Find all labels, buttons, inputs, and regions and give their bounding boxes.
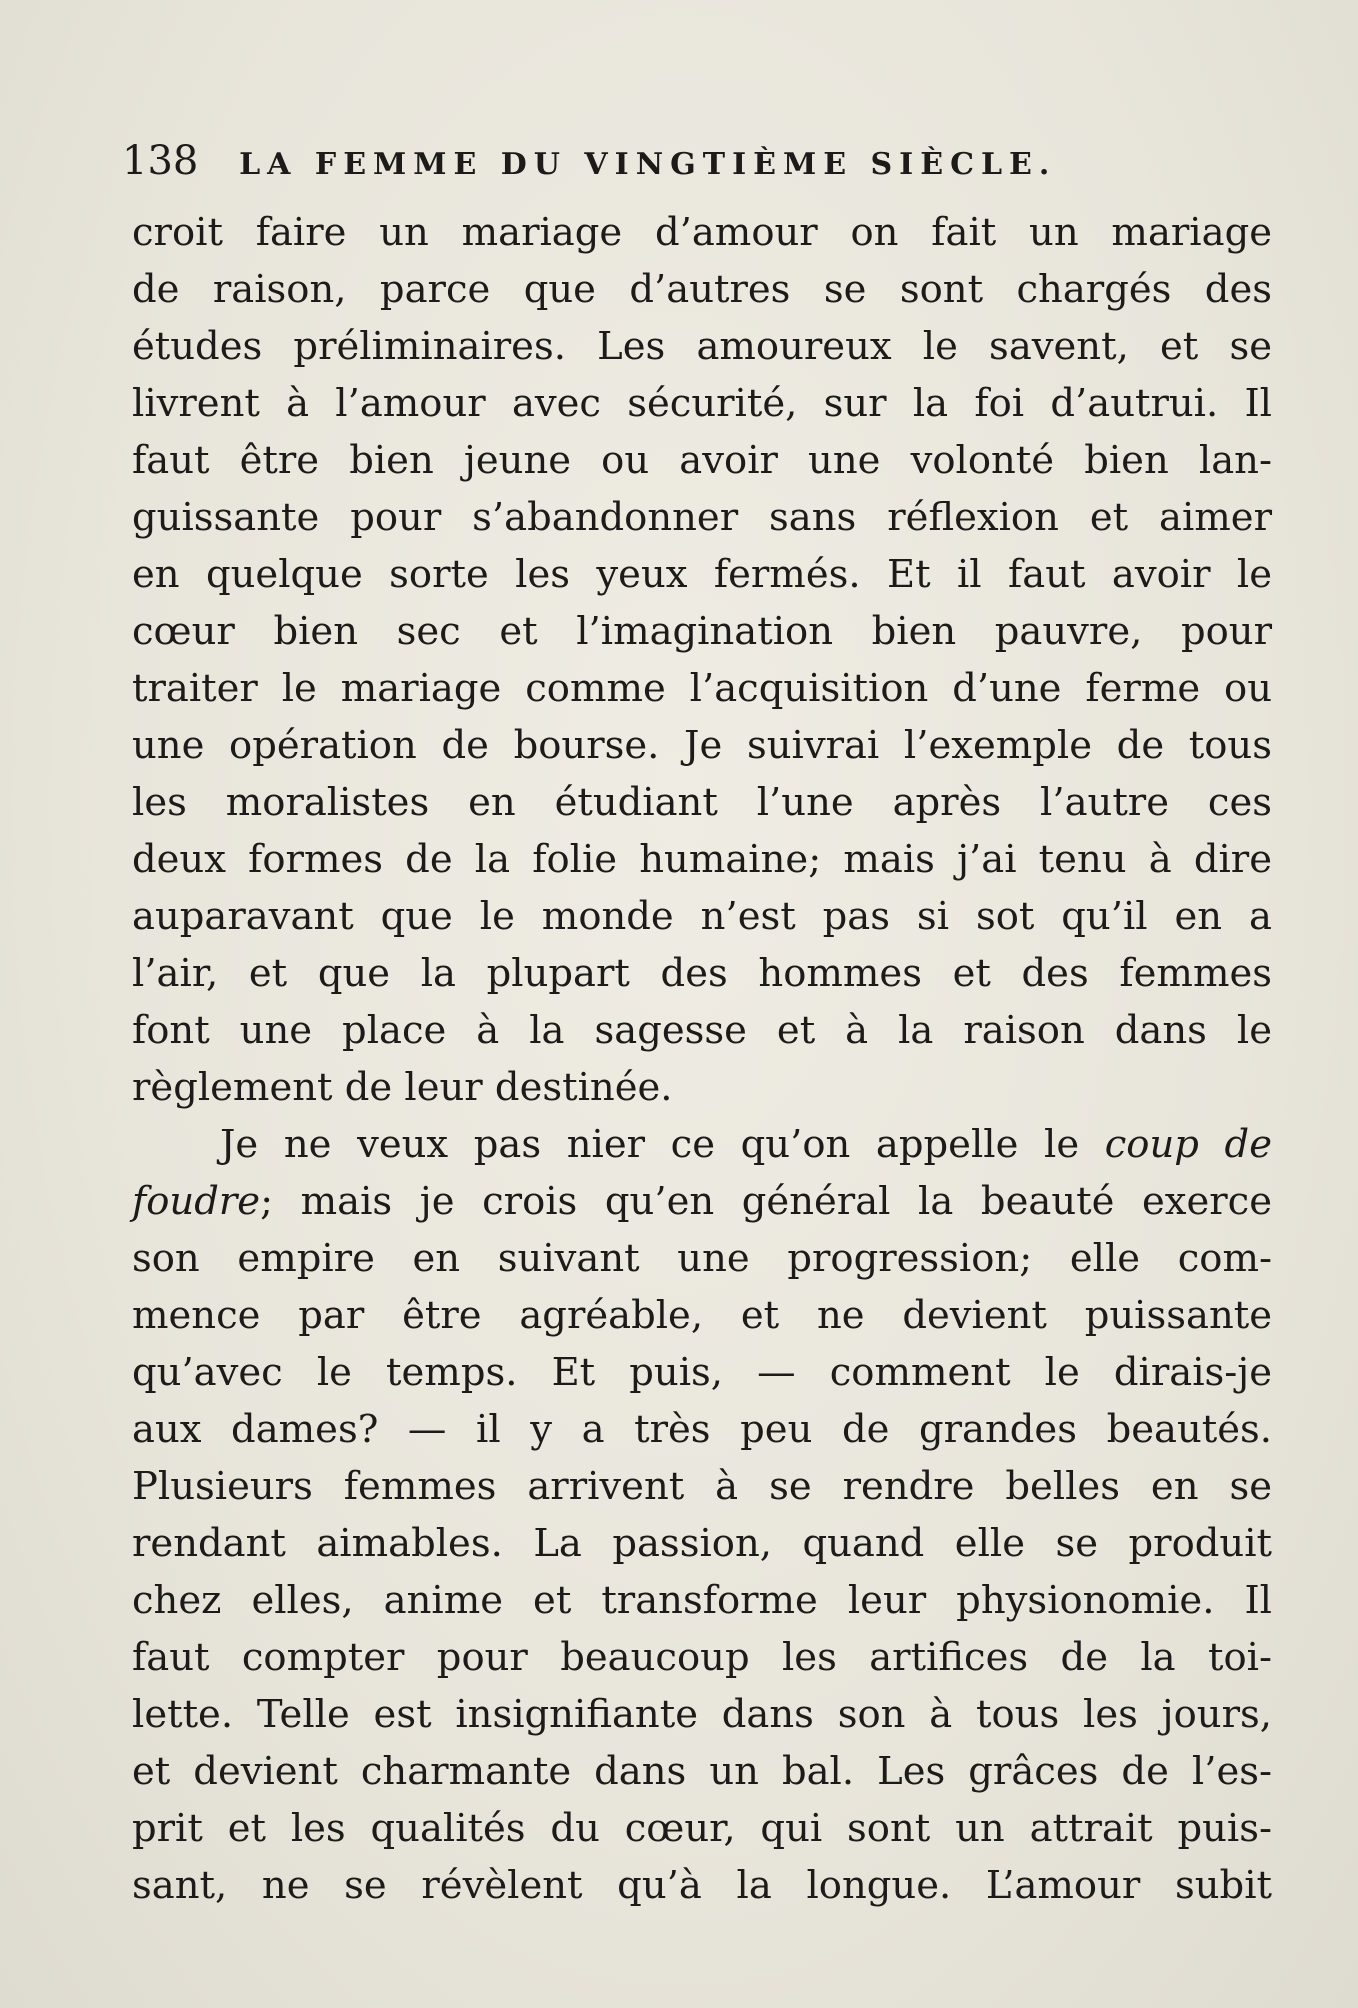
text-line: croit faire un mariage d’amour on fait un mariage [132,210,1272,255]
text-line: rendant aimables. La passion, quand elle se produit [132,1521,1272,1566]
italic-run: foudre [132,1179,261,1224]
text-line: sant, ne se révèlent qu’à la longue. L’amour subit [132,1863,1272,1908]
text-line: une opération de bourse. Je suivrai l’exemple de tous [132,723,1272,768]
text-line: cœur bien sec et l’imagination bien pauvre, pour [132,609,1272,654]
text-line: traiter le mariage comme l’acquisition d’une ferme ou [132,666,1272,711]
text-line: de raison, parce que d’autres se sont chargés des [132,267,1272,312]
text-line [132,1173,1272,1230]
text-line: Plusieurs femmes arrivent à se rendre belles en se [132,1464,1272,1509]
text-line [132,1116,1272,1173]
text-line: aux dames? — il y a très peu de grandes beautés. [132,1407,1272,1452]
running-title: LA FEMME DU VINGTIÈME SIÈCLE. [239,147,1057,182]
text-line: faut compter pour beaucoup les artifices de la toi- [132,1635,1272,1680]
text-line: qu’avec le temps. Et puis, — comment le dirais-je [132,1350,1272,1395]
text-line: mence par être agréable, et ne devient puissante [132,1293,1272,1338]
text-line: et devient charmante dans un bal. Les grâces de l’es- [132,1749,1272,1794]
text-line: auparavant que le monde n’est pas si sot qu’il en a [132,894,1272,939]
text-line: font une place à la sagesse et à la raison dans le [132,1008,1272,1053]
text-line: règlement de leur destinée. [132,1065,673,1110]
italic-run: coup de [1104,1122,1272,1167]
text-line: prit et les qualités du cœur, qui sont un attrait puis- [132,1806,1272,1851]
text-line: les moralistes en étudiant l’une après l’autre ces [132,780,1272,825]
paragraph-2 [132,1116,1272,1914]
text-run: ; mais je crois qu’en général la beauté exerce [260,1179,1272,1224]
paragraph-1 [132,204,1272,1116]
text-line: en quelque sorte les yeux fermés. Et il faut avoir le [132,552,1272,597]
text-line: chez elles, anime et transforme leur physionomie. Il [132,1578,1272,1623]
running-header [122,136,1142,186]
page-number: 138 [122,138,199,184]
text-line: l’air, et que la plupart des hommes et des femmes [132,951,1272,996]
text-line: lette. Telle est insignifiante dans son à tous les jours, [132,1692,1272,1737]
body-text [132,204,1272,1914]
text-line: deux formes de la folie humaine; mais j’ai tenu à dire [132,837,1272,882]
text-line: son empire en suivant une progression; elle com- [132,1236,1272,1281]
text-line: études préliminaires. Les amoureux le savent, et se [132,324,1272,369]
text-line: livrent à l’amour avec sécurité, sur la foi d’autrui. Il [132,381,1272,426]
text-run: Je ne veux pas nier ce qu’on appelle le [220,1122,1105,1167]
text-line: guissante pour s’abandonner sans réflexion et aimer [132,495,1272,540]
text-line: faut être bien jeune ou avoir une volonté bien lan- [132,438,1272,483]
